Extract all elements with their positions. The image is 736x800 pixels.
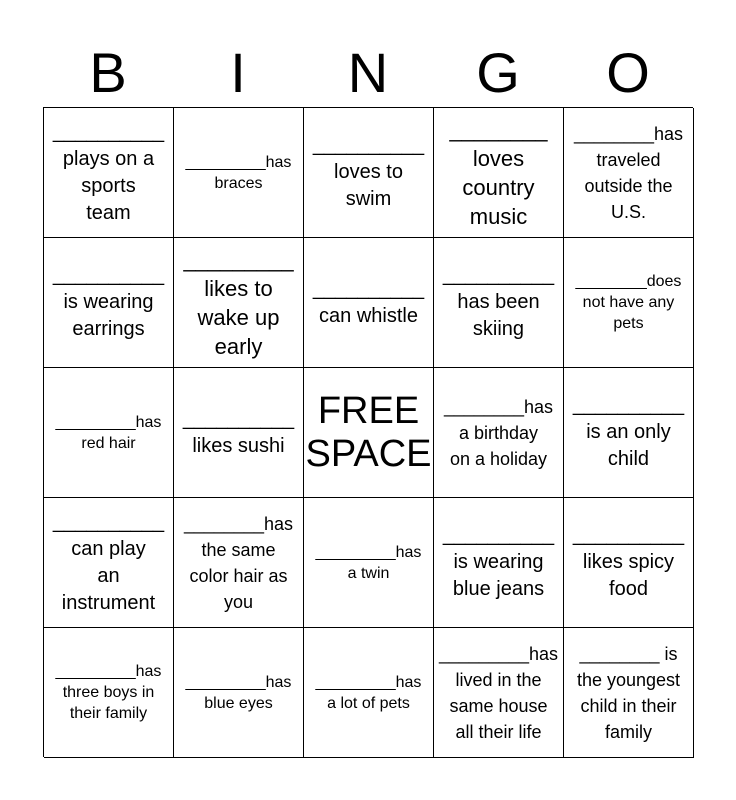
bingo-cell[interactable]	[434, 108, 564, 238]
cell-text: ________ loves country music	[449, 116, 548, 229]
header-letter-g: G	[476, 41, 520, 104]
bingo-cell[interactable]	[174, 368, 304, 498]
header-letter-i: I	[230, 41, 246, 104]
bingo-cell[interactable]	[174, 628, 304, 758]
cell-text: __________ likes spicy food	[572, 524, 685, 600]
bingo-cell[interactable]	[44, 628, 174, 758]
cell-text: ________has the same color hair as you	[183, 513, 294, 612]
bingo-cell[interactable]	[434, 628, 564, 758]
bingo-cell[interactable]	[564, 368, 694, 498]
bingo-cell[interactable]	[174, 108, 304, 238]
cell-text: __________ has been skiing	[442, 264, 555, 340]
free-space-label: FREE SPACE	[305, 389, 432, 475]
bingo-cell[interactable]	[174, 238, 304, 368]
header-letter-b: B	[89, 41, 127, 104]
cell-text: __________ likes sushi	[182, 407, 295, 457]
bingo-header	[43, 40, 693, 106]
bingo-cell[interactable]	[44, 238, 174, 368]
bingo-cell[interactable]	[44, 498, 174, 628]
bingo-cell[interactable]	[434, 368, 564, 498]
header-letter-n: N	[347, 41, 389, 104]
bingo-cell[interactable]	[44, 368, 174, 498]
cell-text: _________has a twin	[315, 543, 422, 582]
cell-text: _________has lived in the same house all their life	[438, 643, 559, 742]
bingo-cell[interactable]	[304, 238, 434, 368]
bingo-cell[interactable]	[434, 238, 564, 368]
bingo-cell[interactable]	[564, 498, 694, 628]
cell-text: __________ plays on a sports team	[52, 120, 165, 224]
header-letter-o: O	[606, 41, 650, 104]
bingo-cell[interactable]	[564, 108, 694, 238]
cell-text: __________ is wearing earrings	[52, 264, 165, 340]
cell-text: _________has a lot of pets	[315, 673, 422, 712]
cell-text: ________has traveled outside the U.S.	[573, 123, 684, 222]
bingo-cell[interactable]	[434, 498, 564, 628]
cell-text: _________ likes to wake up early	[183, 246, 294, 359]
cell-text: __________ loves to swim	[312, 134, 425, 210]
cell-text: ________does not have any pets	[575, 273, 682, 332]
bingo-cell[interactable]	[564, 628, 694, 758]
bingo-cell[interactable]	[304, 108, 434, 238]
bingo-cell[interactable]	[564, 238, 694, 368]
cell-text: _________has three boys in their family	[55, 663, 162, 722]
cell-text: _________has red hair	[55, 413, 162, 452]
free-space-cell[interactable]	[304, 368, 434, 498]
cell-text: __________ is wearing blue jeans	[442, 524, 555, 600]
cell-text: ________ is the youngest child in their family	[576, 643, 681, 742]
cell-text: _________has braces	[185, 153, 292, 192]
bingo-cell[interactable]	[304, 628, 434, 758]
cell-text: __________ is an only child	[572, 394, 685, 470]
bingo-card-grid	[43, 107, 693, 757]
cell-text: __________ can play an instrument	[52, 510, 165, 614]
cell-text: ________has a birthday on a holiday	[443, 396, 554, 469]
bingo-cell[interactable]	[304, 498, 434, 628]
bingo-cell[interactable]	[44, 108, 174, 238]
cell-text: __________ can whistle	[312, 277, 425, 327]
bingo-cell[interactable]	[174, 498, 304, 628]
cell-text: _________has blue eyes	[185, 673, 292, 712]
